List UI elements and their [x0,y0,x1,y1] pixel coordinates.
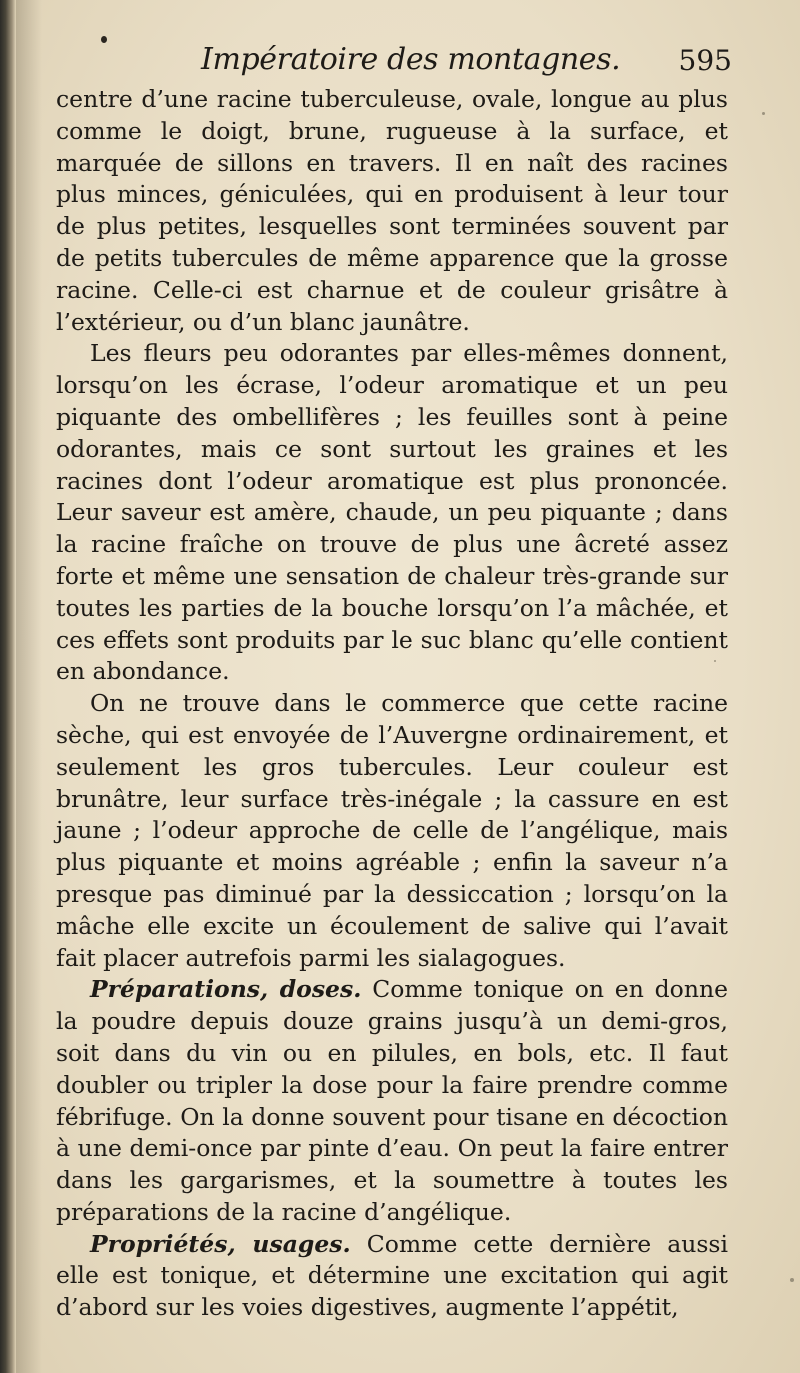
paragraph-text: Les fleurs peu odorantes par elles-mêmes donnent, lorsqu’on les écrase, l’odeur aromatique et un peu piquante des ombellifères ; les feuilles sont à peine odorantes, mais ce sont surtout les graines et les racines dont l’odeur aromatique est plus prononcée. Leur saveur est amère, chaude, un peu piquante ; dans la racine fraîche on trouve de plus une âcreté assez forte et même une sensation de chaleur très-grande sur toutes les parties de la bouche lorsqu’on l’a mâchée, et ces effets sont produits par le suc blanc qu’elle contient en abondance. [56,339,728,686]
paper-speck [790,1278,794,1282]
paragraph-text: centre d’une racine tuberculeuse, ovale, longue au plus comme le doigt, brune, rugueuse à la surface, et marquée de sillons en travers. Il en naît des racines plus minces, géniculées, qui en produisent à leur tour de plus petites, lesquelles sont terminées souvent par de petits tubercules de même apparence que la grosse racine. Celle-ci est charnue et de couleur grisâtre à l’extérieur, ou d’un blanc jaunâtre. [56,85,728,336]
paragraph-1-continuation [56,84,728,338]
paper-speck [762,112,765,115]
section-lead-preparations: Préparations, doses. [90,975,362,1004]
paragraph-preparations [56,974,728,1228]
paragraph-2 [56,338,728,688]
body-text [56,84,728,1324]
book-spine-shadow [0,0,16,1373]
paragraph-text: Comme tonique on en donne la poudre depuis douze grains jusqu’à un demi-gros, soit dans du vin ou en pilules, en bols, etc. Il faut doubler ou tripler la dose pour la faire prendre comme fébrifuge. On la donne souvent pour tisane en décoction à une demi-once par pinte d’eau. On peut la faire entrer dans les gargarismes, et la soumettre à toutes les préparations de la racine d’angélique. [56,975,729,1226]
running-title: Impératoire des montagnes. [201,42,621,77]
paragraph-text: Comme cette dernière aussi elle est tonique, et détermine une excitation qui agit d’abord sur les voies digestives, augmente l’appétit, [56,1229,729,1322]
page-number: 595 [678,44,732,77]
paragraph-proprietes [56,1229,728,1324]
paragraph-text: On ne trouve dans le commerce que cette racine sèche, qui est envoyée de l’Auvergne ordinairement, et seulement les gros tubercules. Leur couleur est brunâtre, leur surface très-inégale ; la cassure en est jaune ; l’odeur approche de celle de l’angélique, mais plus piquante et moins agréable ; enfin la saveur n’a presque pas diminué par la dessiccation ; lorsqu’on la mâche elle excite un écoulement de salive qui l’avait fait placer autrefois parmi les sialagogues. [56,689,728,972]
paper-speck [714,660,716,662]
page-header [56,38,732,82]
gutter-shading [16,0,42,1373]
paragraph-3 [56,688,728,974]
section-lead-proprietes: Propriétés, usages. [90,1229,351,1258]
